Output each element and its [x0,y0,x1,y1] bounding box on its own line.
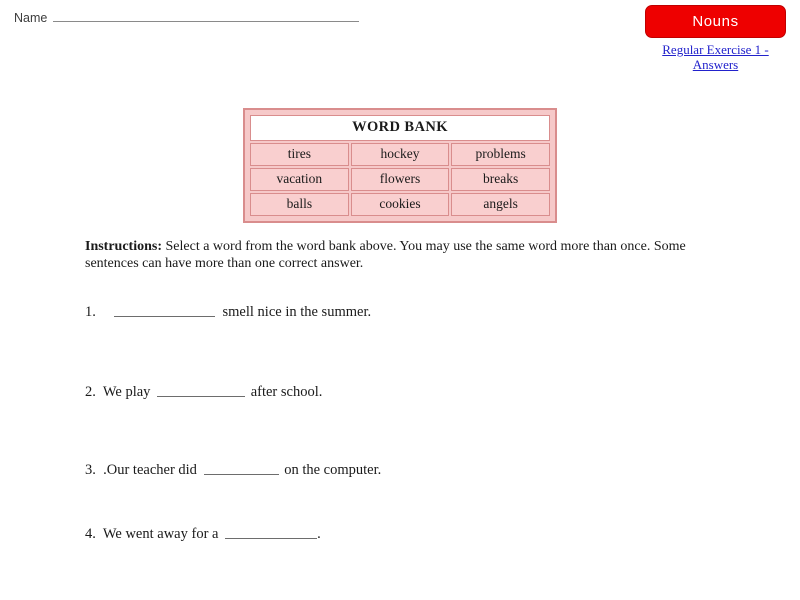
question-text-after: . [317,526,321,542]
instructions-paragraph [85,238,697,272]
question-number: 4. [85,526,96,542]
question-item-3 [85,461,381,479]
question-text-before: We went away for a [102,526,223,542]
word-bank-cell[interactable]: cookies [351,193,450,216]
word-bank-cell[interactable]: tires [250,143,349,166]
word-bank-cell[interactable]: balls [250,193,349,216]
question-text-before: We play [102,384,155,400]
name-label: Name [14,11,48,25]
question-text-after: on the computer. [280,462,382,478]
question-text-before: .Our teacher did [103,462,201,478]
instructions-body: Select a word from the word bank above. You may use the same word more than once. Some sentences can have more than one correct answer. [85,239,686,271]
word-bank-cell[interactable]: hockey [351,143,450,166]
question-item-2 [85,383,322,401]
word-bank-cell[interactable]: problems [451,143,550,166]
question-text-after: after school. [247,384,323,400]
table-row [250,168,550,191]
nouns-badge-button[interactable]: Nouns [645,5,786,38]
question-number: 2. [85,384,96,400]
answer-blank-2[interactable] [157,384,245,397]
answer-blank-3[interactable] [204,462,279,475]
word-bank-header-row [250,115,550,141]
question-item-1 [85,303,371,321]
word-bank-cell[interactable]: vacation [250,168,349,191]
word-bank-cell[interactable]: angels [451,193,550,216]
exercise-answers-link[interactable]: Regular Exercise 1 - Answers [662,42,769,72]
word-bank-table [248,113,552,218]
answer-blank-1[interactable] [114,304,215,317]
instructions-label: Instructions: [85,239,163,254]
word-bank-cell[interactable]: flowers [351,168,450,191]
word-bank-title: WORD BANK [250,115,550,141]
question-number: 3. [85,462,96,478]
header-badge-block [645,5,786,72]
word-bank-panel [243,108,557,223]
word-bank-cell[interactable]: breaks [451,168,550,191]
name-write-in-line[interactable] [53,11,359,22]
table-row [250,193,550,216]
question-number: 1. [85,304,96,320]
question-item-4 [85,525,321,543]
table-row [250,143,550,166]
question-text-after: smell nice in the summer. [218,304,372,320]
answer-blank-4[interactable] [225,526,317,539]
name-field-row [14,11,359,25]
